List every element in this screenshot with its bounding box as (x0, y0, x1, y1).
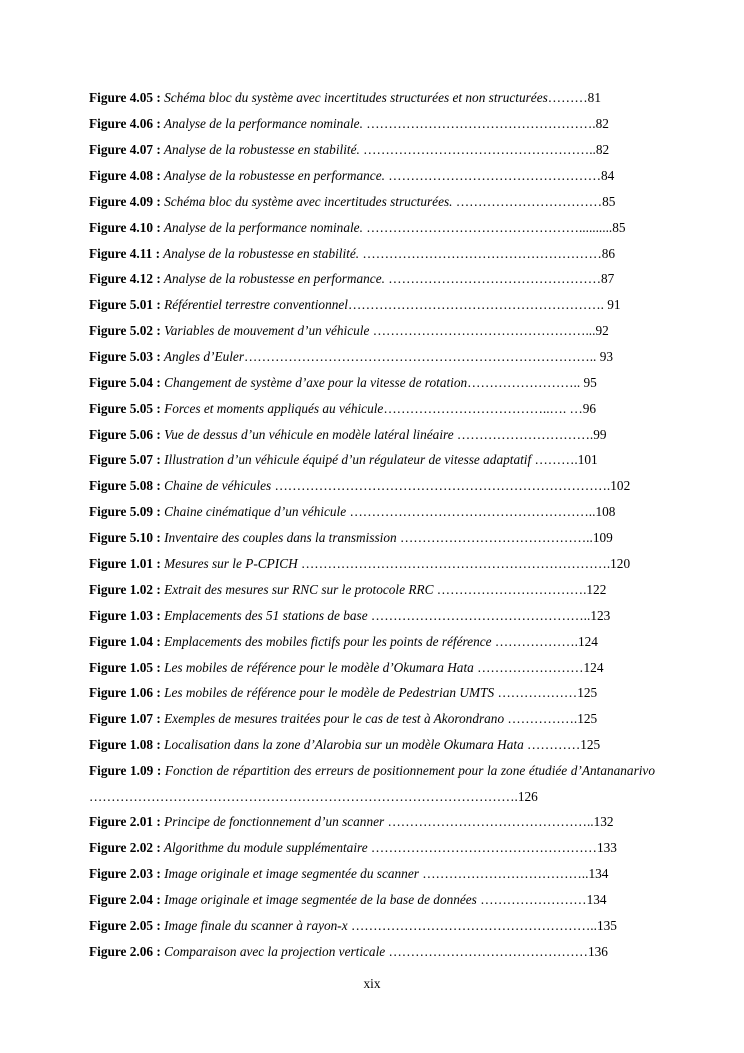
figure-entry (89, 116, 655, 132)
figure-entry (89, 758, 655, 810)
leader-dots: …………………………………………….. (359, 142, 596, 157)
figure-label: Figure 1.02 : (89, 582, 161, 597)
figure-title: Chaine de véhicules (160, 478, 272, 493)
figure-page: 135 (596, 918, 617, 933)
figure-title: Changement de système d’axe pour la vitesse de rotation (160, 375, 468, 390)
leader-dots: …………………… (476, 892, 587, 907)
figure-label: Figure 2.04 : (89, 892, 161, 907)
figure-page: 132 (593, 814, 614, 829)
leader-dots: ………………………………………….. (367, 608, 591, 623)
figure-entry (89, 246, 655, 262)
figure-title: Analyse de la robustesse en stabilité. (160, 246, 360, 261)
figure-title: Image originale et image segmentée de la base de données (160, 892, 477, 907)
figure-page: 108 (595, 504, 616, 519)
leader-dots: …………………………………………………. (347, 297, 608, 312)
figure-title: Principe de fonctionnement d’un scanner (160, 814, 385, 829)
figure-title: Fonction de répartition des erreurs de positionnement pour la zone étudiée d’Antananarivo (161, 763, 655, 778)
figure-label: Figure 1.03 : (89, 608, 161, 623)
leader-dots: ………………………………………… (384, 271, 602, 286)
figure-title: Référentiel terrestre conventionnel (160, 297, 348, 312)
figure-title: Comparaison avec la projection verticale (160, 944, 386, 959)
figure-page: 123 (590, 608, 611, 623)
figure-label: Figure 5.04 : (89, 375, 161, 390)
figure-label: Figure 2.05 : (89, 918, 161, 933)
leader-dots: ……………………………….. (418, 866, 589, 881)
figure-label: Figure 5.01 : (89, 297, 161, 312)
figure-title: Mesures sur le P-CPICH (160, 556, 298, 571)
figure-label: Figure 4.08 : (89, 168, 161, 183)
figure-entry (89, 90, 655, 106)
leader-dots: ………… (523, 737, 581, 752)
figure-label: Figure 4.07 : (89, 142, 161, 157)
leader-dots: ……………………………………………. (362, 116, 596, 131)
figure-title: Illustration d’un véhicule équipé d’un régulateur de vitesse adaptatif (160, 452, 532, 467)
figure-label: Figure 4.06 : (89, 116, 161, 131)
leader-dots: …………………… (473, 660, 584, 675)
figure-label: Figure 1.07 : (89, 711, 161, 726)
figure-entry (89, 660, 655, 676)
figure-label: Figure 1.06 : (89, 685, 161, 700)
figure-title: Algorithme du module supplémentaire (160, 840, 368, 855)
figure-page: 87 (601, 271, 615, 286)
figure-label: Figure 4.05 : (89, 90, 161, 105)
figure-title: Emplacements des mobiles fictifs pour les points de référence (160, 634, 492, 649)
leader-dots: ………. (531, 452, 578, 467)
figure-page: 101 (577, 452, 598, 467)
figure-title: Analyse de la robustesse en performance. (160, 168, 385, 183)
figure-page: 125 (580, 737, 601, 752)
figure-title: Analyse de la performance nominale. (160, 116, 363, 131)
figure-page: 134 (588, 866, 609, 881)
figure-title: Angles d’Euler (160, 349, 244, 364)
leader-dots: ……………. (504, 711, 578, 726)
figure-label: Figure 1.01 : (89, 556, 161, 571)
figure-page: 86 (601, 246, 616, 261)
figure-page: 93 (599, 349, 613, 364)
figure-page: 126 (517, 788, 538, 804)
figure-entry (89, 323, 655, 339)
figure-entry (89, 401, 655, 417)
leader-dots: …………………………. (453, 427, 594, 442)
figure-title: Exemples de mesures traitées pour le cas de test à Akorondrano (160, 711, 505, 726)
figure-page: 85 (612, 220, 626, 235)
leader-dots: …………………….. (467, 375, 584, 390)
figure-label: Figure 5.08 : (89, 478, 161, 493)
figure-entry (89, 814, 655, 830)
figure-title: Vue de dessus d’un véhicule en modèle latéral linéaire (160, 427, 454, 442)
figure-page: 124 (583, 660, 604, 675)
figure-page: 124 (577, 634, 598, 649)
figure-title: Localisation dans la zone d’Alarobia sur un modèle Okumara Hata (160, 737, 524, 752)
figure-title: Schéma bloc du système avec incertitudes structurées et non structurées (160, 90, 548, 105)
figure-title: Emplacements des 51 stations de base (160, 608, 368, 623)
figure-entry (89, 685, 655, 701)
figure-entry (89, 142, 655, 158)
figure-title: Analyse de la robustesse en performance. (160, 271, 385, 286)
figure-entry (89, 530, 655, 546)
figure-page: 125 (577, 711, 598, 726)
figure-page: 122 (586, 582, 607, 597)
figure-label: Figure 4.11 : (89, 246, 161, 261)
leader-dots: ……………………………. (433, 582, 587, 597)
figure-label: Figure 5.07 : (89, 452, 161, 467)
figure-page: 82 (595, 116, 609, 131)
figure-entry (89, 556, 655, 572)
figure-label: Figure 5.02 : (89, 323, 161, 338)
figure-entry (89, 349, 655, 365)
figure-entry (89, 608, 655, 624)
figure-page: 133 (596, 840, 617, 855)
leader-dots: ……… (547, 90, 588, 105)
figure-title: Analyse de la robustesse en stabilité. (160, 142, 360, 157)
figure-label: Figure 4.12 : (89, 271, 161, 286)
figure-page: 136 (587, 944, 608, 959)
figure-entry (89, 220, 655, 236)
figure-label: Figure 5.06 : (89, 427, 161, 442)
figure-label: Figure 4.09 : (89, 194, 161, 209)
leader-dots: ……………………………………… (385, 944, 588, 959)
figure-entry (89, 582, 655, 598)
figure-label: Figure 4.10 : (89, 220, 161, 235)
figure-entry (89, 427, 655, 443)
figure-page: 92 (595, 323, 609, 338)
figure-label: Figure 2.06 : (89, 944, 161, 959)
figure-page: 91 (607, 297, 621, 312)
figure-title: Les mobiles de référence pour le modèle d’Okumara Hata (160, 660, 474, 675)
figure-label: Figure 1.04 : (89, 634, 161, 649)
figure-page: 96 (582, 401, 597, 416)
leader-dots: ………………. (491, 634, 578, 649)
figure-page: 134 (586, 892, 607, 907)
leader-dots: ……………………………………….. (384, 814, 594, 829)
figure-label: Figure 2.03 : (89, 866, 161, 881)
figure-page: 95 (583, 375, 597, 390)
figure-label: Figure 1.05 : (89, 660, 161, 675)
figure-label: Figure 5.03 : (89, 349, 161, 364)
leader-dots: ……………………………………………………………. (297, 556, 611, 571)
leader-dots: …………………………………………………………………….. (244, 349, 600, 364)
figure-entry (89, 711, 655, 727)
figure-title: Chaine cinématique d’un véhicule (160, 504, 347, 519)
figure-entry (89, 478, 655, 494)
leader-dots: …………………………………….. (396, 530, 593, 545)
figure-label: Figure 1.08 : (89, 737, 161, 752)
figure-label: Figure 5.05 : (89, 401, 161, 416)
leader-dots: …………………………………………………………………. (271, 478, 611, 493)
leader-dots: ……………………………………………… (359, 246, 602, 261)
leader-dots: ………………………………………… (384, 168, 602, 183)
figure-page: 120 (610, 556, 631, 571)
figure-title: Analyse de la performance nominale. (160, 220, 363, 235)
figure-page: 109 (592, 530, 613, 545)
figure-page: 99 (593, 427, 607, 442)
figure-entry (89, 271, 655, 287)
figure-title: Image finale du scanner à rayon-x (160, 918, 348, 933)
figure-page: 125 (577, 685, 598, 700)
leader-dots: ……………………………………………………………………………………. (89, 788, 518, 804)
figure-title: Forces et moments appliqués au véhicule (160, 401, 384, 416)
figure-entry (89, 737, 655, 753)
figure-label: Figure 2.01 : (89, 814, 161, 829)
leader-dots: …………………………………………… (367, 840, 597, 855)
figure-page: 84 (601, 168, 615, 183)
figure-title: Inventaire des couples dans la transmission (160, 530, 397, 545)
figure-title: Schéma bloc du système avec incertitudes structurées. (160, 194, 453, 209)
figure-page: 81 (587, 90, 601, 105)
leader-dots: ……………………………………………….. (347, 918, 597, 933)
figure-page: 102 (610, 478, 631, 493)
figure-entry (89, 892, 655, 908)
figure-entry (89, 168, 655, 184)
figure-entry (89, 944, 655, 960)
leader-dots: ……………………………………………….. (346, 504, 596, 519)
figure-entry (89, 918, 655, 934)
leader-dots: ………………………………………….......... (362, 220, 613, 235)
figure-label: Figure 5.10 : (89, 530, 161, 545)
figure-entry (89, 452, 655, 468)
figure-entry (89, 840, 655, 856)
figure-title: Image originale et image segmentée du scanner (160, 866, 419, 881)
figure-title: Extrait des mesures sur RNC sur le protocole RRC (160, 582, 434, 597)
figure-label: Figure 1.09 : (89, 763, 162, 778)
figure-label: Figure 2.02 : (89, 840, 161, 855)
leader-dots: ………………………………..…. … (383, 401, 583, 416)
figure-title: Les mobiles de référence pour le modèle de Pedestrian UMTS (160, 685, 495, 700)
figure-entry (89, 194, 655, 210)
page-number: xix (363, 976, 381, 991)
figure-entry (89, 634, 655, 650)
leader-dots: ……………… (494, 685, 578, 700)
figure-entry (89, 375, 655, 391)
figure-page: 85 (602, 194, 616, 209)
figure-page: 82 (595, 142, 610, 157)
figure-title: Variables de mouvement d’un véhicule (160, 323, 370, 338)
figure-entry (89, 504, 655, 520)
leader-dots: …………………………………………... (369, 323, 596, 338)
figure-entry (89, 297, 655, 313)
figure-label: Figure 5.09 : (89, 504, 161, 519)
figure-entry (89, 866, 655, 882)
leader-dots: …………………………… (452, 194, 603, 209)
